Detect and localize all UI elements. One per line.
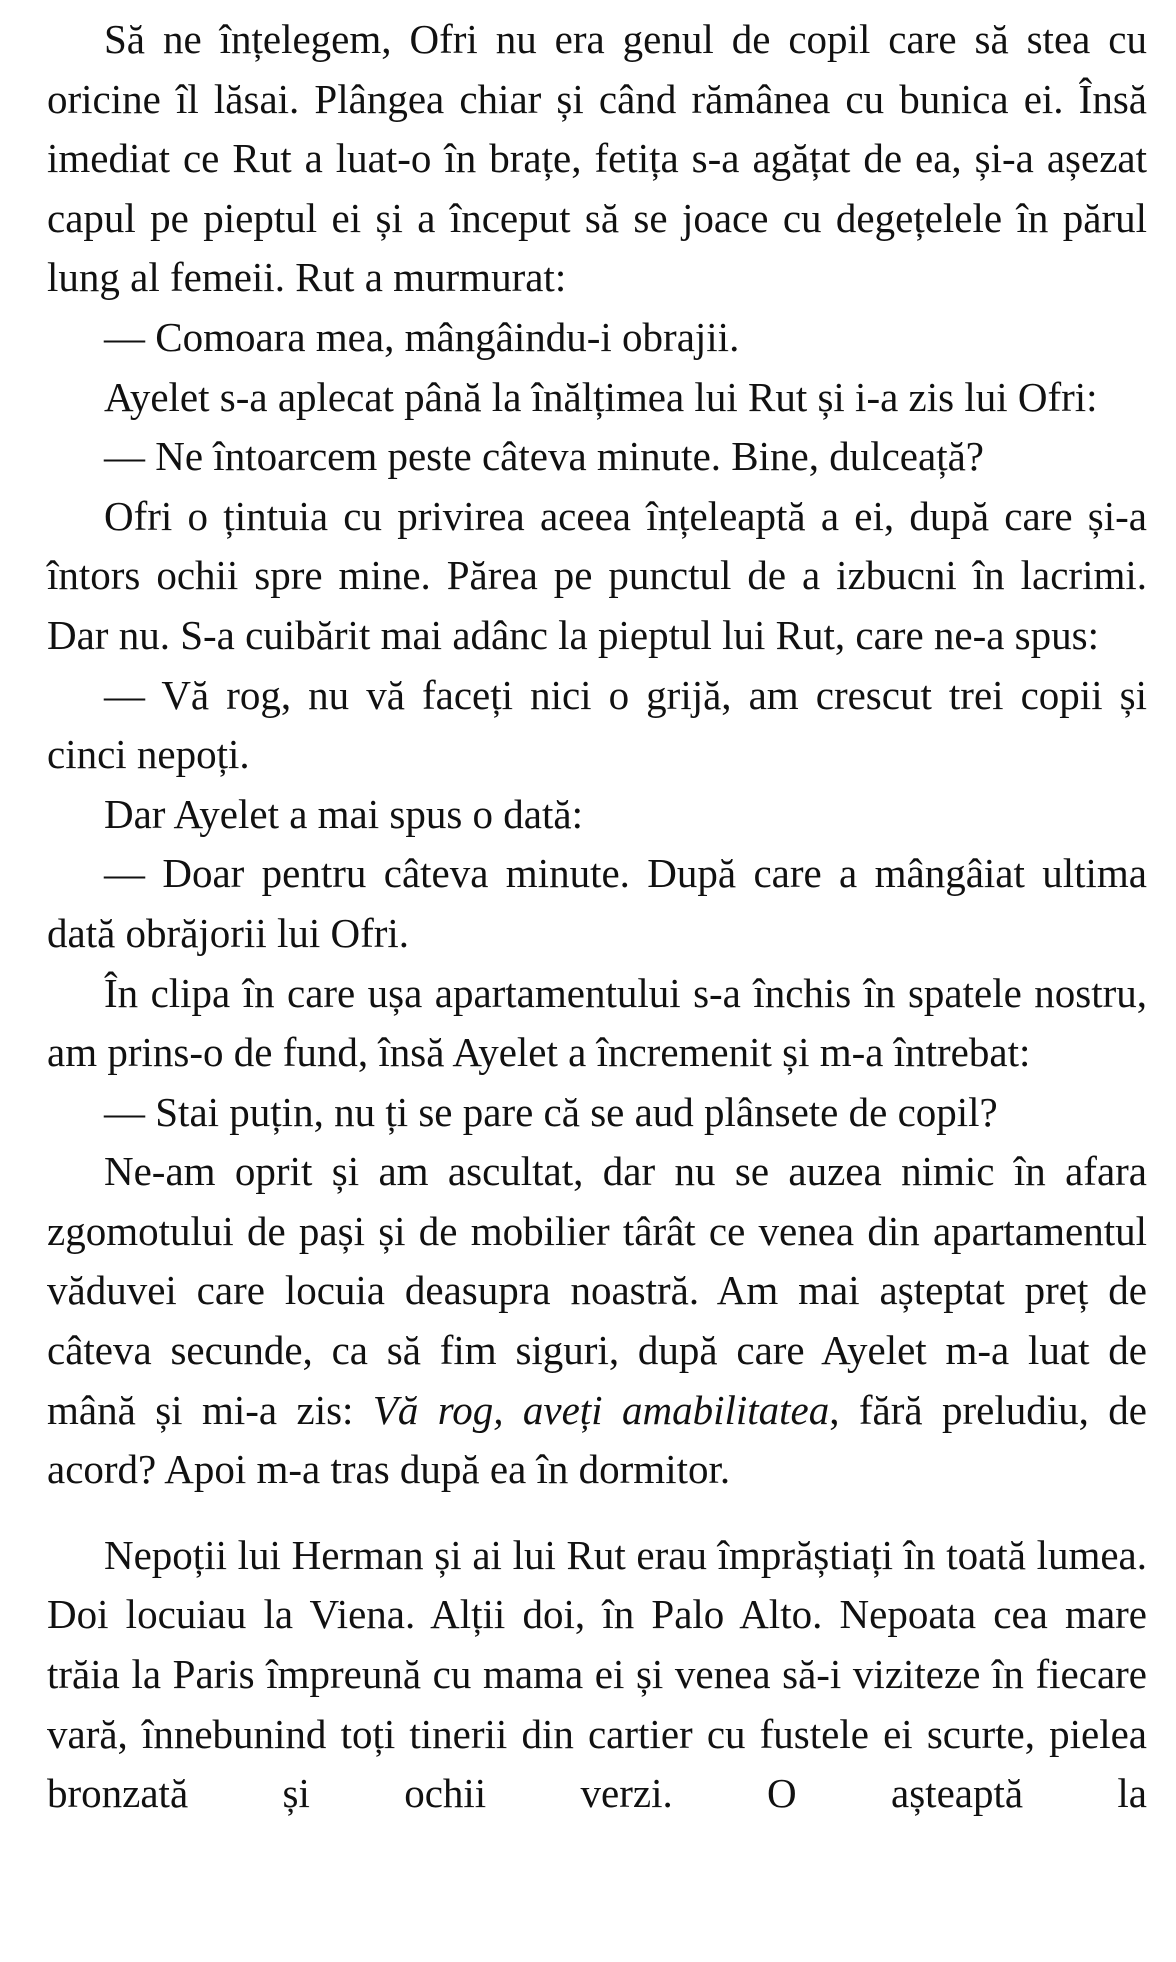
paragraph-text-after-italic: , fără preludiu, de acord? Apoi m-a tras după ea în dormitor. bbox=[47, 1386, 1148, 1493]
italic-phrase: Vă rog, aveți amabilitatea bbox=[372, 1386, 830, 1433]
paragraph: Dar Ayelet a mai spus o dată: bbox=[104, 790, 583, 837]
dialogue-line: — Vă rog, nu vă faceți nici o grijă, am crescut trei copii și cinci nepoți. bbox=[47, 671, 1147, 778]
paragraph: Ayelet s-a aplecat până la înălțimea lui Rut și i-a zis lui Ofri: bbox=[104, 373, 1098, 420]
paragraph-text-before-italic: Ne-am oprit și am ascultat, dar nu se auzea nimic în afara zgomotului de pași și de mobilier târât ce venea din apartamentul văduvei care locuia deasupra noastră. Am mai așteptat preț de câteva secunde, ca să fim siguri, după care Ayelet m-a luat de mână și mi-a zis: bbox=[47, 1148, 1147, 1433]
body-text bbox=[47, 10, 1147, 1824]
paragraph: Ofri o țintuia cu privirea aceea înțeleaptă a ei, după care și-a întors ochii spre mine. Părea pe punctul de a izbucni în lacrimi. Dar nu. S-a cuibărit mai adânc la pieptul lui Rut, care ne-a spus: bbox=[47, 492, 1147, 658]
paragraph: În clipa în care ușa apartamentului s-a închis în spatele nostru, am prins-o de fund, însă Ayelet a încremenit și m-a întrebat: bbox=[47, 969, 1147, 1076]
dialogue-line: — Ne întoarcem peste câteva minute. Bine, dulceață? bbox=[104, 433, 984, 480]
dialogue-line: — Comoara mea, mângâindu-i obrajii. bbox=[104, 313, 740, 360]
dialogue-line: — Stai puțin, nu ți se pare că se aud plânsete de copil? bbox=[104, 1088, 998, 1135]
paragraph: Să ne înțelegem, Ofri nu era genul de copil care să stea cu oricine îl lăsai. Plângea chiar și când rămânea cu bunica ei. Însă imediat ce Rut a luat-o în brațe, fetița s-a agățat de ea, și-a așezat capul pe pieptul ei și a început să se joace cu degețelele în părul lung al femeii. Rut a murmurat: bbox=[47, 16, 1147, 301]
paragraph-with-italic bbox=[47, 1142, 1147, 1500]
paragraph: Nepoții lui Herman și ai lui Rut erau împrăștiați în toată lumea. Doi locuiau la Viena. Alții doi, în Palo Alto. Nepoata cea mare trăia la Paris împreună cu mama ei și venea să-i viziteze în fiecare vară, înnebunind toți tinerii din cartier cu fustele ei scurte, pielea bronzată și ochii verzi. O așteaptă la bbox=[47, 1531, 1147, 1817]
dialogue-line: — Doar pentru câteva minute. După care a mângâiat ultima dată obrăjorii lui Ofri. bbox=[47, 850, 1147, 956]
